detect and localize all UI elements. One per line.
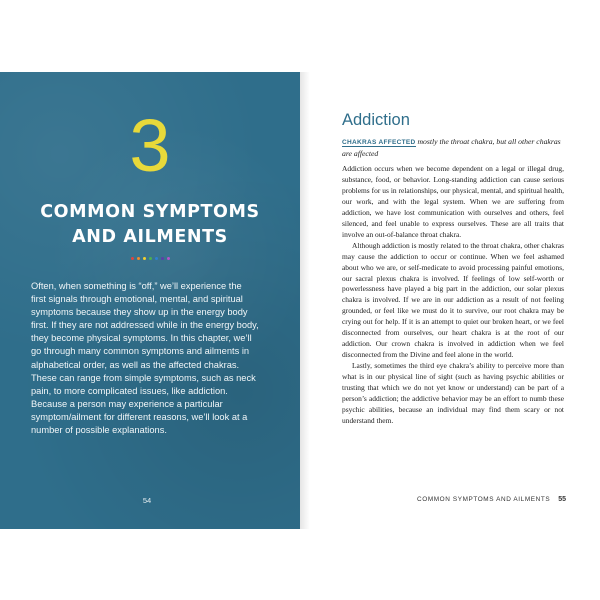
book-spread — [0, 72, 600, 529]
chakras-affected — [342, 136, 564, 159]
chakra-dot — [143, 257, 146, 260]
body-paragraph: Lastly, sometimes the third eye chakra’s ability to perceive more than what is in our physical line of sight (such as having psychic abilities or trusting that which we do not yet know or understand) can be part of a person’s addiction; the addictive behavior may be an effort to numb these psychic abilities, because an individual may find them scary or not understand them. — [342, 361, 564, 425]
chakra-dot — [149, 257, 152, 260]
gutter-shadow — [300, 72, 310, 529]
body-paragraph: Although addiction is mostly related to the throat chakra, other chakras may cause the addiction to occur or continue. When we feel ashamed about who we are, or self-medicate to avoid processing painful emotions, our sacral plexus chakra is involved. If feelings of low self-worth or powerlessness have played a big part in the addiction, our solar plexus chakra is involved. If we are in our addiction as a result of not feeling grounded, or feel like we must do it to survive, our root chakra may be crying out for help. If it is an attempt to quiet our broken heart, or we feel disconnected from ourselves, our heart chakra is at the root of our addiction. Our crown chakra is involved in addiction when we feel disconnected from the Divine and feel alone in the world. — [342, 240, 564, 360]
right-page-number: 55 — [558, 496, 566, 503]
chapter-title-line2: AND AILMENTS — [72, 227, 228, 247]
chapter-intro — [31, 280, 259, 437]
running-footer-title: COMMON SYMPTOMS AND AILMENTS — [417, 496, 551, 503]
left-page-number: 54 — [142, 496, 152, 505]
chapter-intro-text: Often, when something is “off,” we’ll experience the first signals through emotional, mental, and spiritual symptoms because they show up in the energy body first. If they are not addressed while in the energy body, they become physical symptoms. In this chapter, we’ll go through many common symptoms and ailments in alphabetical order, as well as the affected chakras. These can range from simple symptoms, such as neck pain, to more complicated issues, like addiction. Because a person may experience a particular symptom/ailment for different reasons, we’ll look at a number of possible explanations. — [31, 281, 259, 436]
chakra-dot — [167, 257, 170, 260]
chakra-dot — [161, 257, 164, 260]
chapter-number: 3 — [129, 104, 171, 187]
running-footer — [417, 496, 566, 503]
chakras-affected-label: CHAKRAS AFFECTED — [342, 139, 416, 146]
body-paragraph: Addiction occurs when we become dependent on a legal or illegal drug, substance, food, or behavior. Long-standing addiction can cause serious problems for us in relationships, our physical, mental, and spiritual health, our work, and with the legal system. When we are suffering from addiction, we have lost communication with ourselves and others, feel silenced, and feel unable to express ourselves. These are all traits that involve an out-of-balance throat chakra. — [342, 164, 564, 239]
right-page — [300, 72, 600, 529]
chakras-affected-value: mostly the throat chakra, but all other chakras are affected — [342, 137, 561, 158]
chapter-title — [0, 200, 300, 250]
chapter-title-line1: COMMON SYMPTOMS — [40, 202, 260, 222]
chakra-color-dots — [0, 257, 300, 260]
left-page — [0, 72, 300, 529]
chakra-dot — [131, 257, 134, 260]
chakra-dot — [137, 257, 140, 260]
section-title: Addiction — [342, 111, 410, 129]
body-text — [342, 164, 564, 427]
chakra-dot — [155, 257, 158, 260]
